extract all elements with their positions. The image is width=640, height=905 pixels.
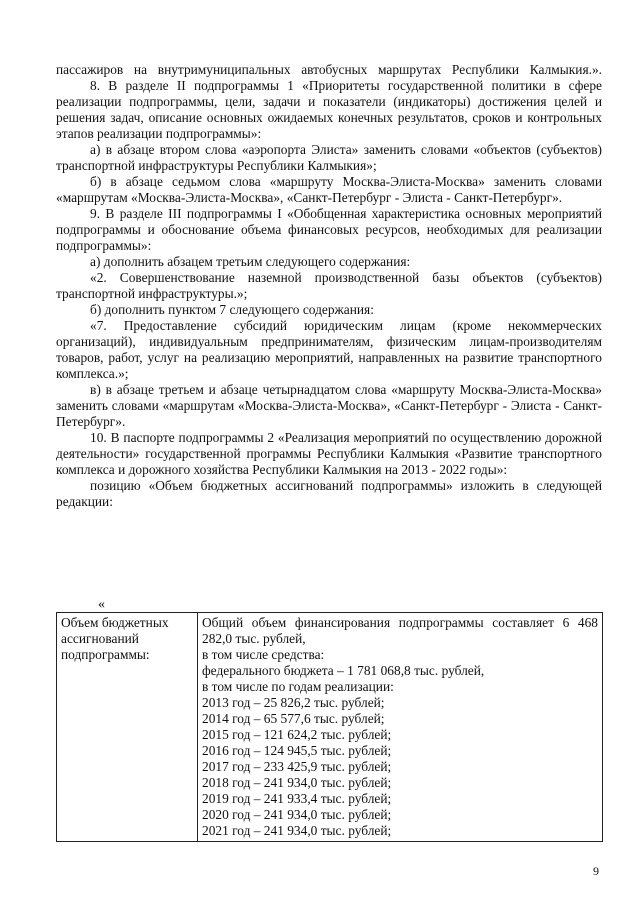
federal-budget: федерального бюджета – 1 781 068,8 тыс. рублей, (202, 663, 485, 678)
sources-heading: в том числе средства: (202, 647, 325, 662)
label-line: Объем бюджетных (61, 615, 169, 630)
page-number: 9 (593, 864, 599, 878)
paragraph-1: пассажиров на внутримуниципальных автобусных маршрутах Республики Калмыкия.». (56, 62, 602, 77)
years-heading: в том числе по годам реализации: (202, 679, 394, 694)
year-item: 2017 год – 233 425,9 тыс. рублей; (202, 759, 392, 774)
table-row (57, 613, 603, 842)
paragraph-3: а) в абзаце втором слова «аэропорта Элиста» заменить словами «объектов (субъектов) транспортной инфраструктуры Республики Калмыкия»; (56, 142, 602, 173)
year-item: 2018 год – 241 934,0 тыс. рублей; (202, 775, 392, 790)
year-item: 2015 год – 121 624,2 тыс. рублей; (202, 727, 392, 742)
passport-table (56, 612, 603, 842)
year-item: 2016 год – 124 945,5 тыс. рублей; (202, 743, 392, 758)
paragraph-4: б) в абзаце седьмом слова «маршруту Москва-Элиста-Москва» заменить словами «маршрутам «Москва-Элиста-Москва», «Санкт-Петербург - Элиста - Санкт-Петербург». (56, 174, 602, 205)
label-line: ассигнований (61, 631, 139, 646)
paragraph-10: в) в абзаце третьем и абзаце четырнадцатом слова «маршруту Москва-Элиста-Москва» заменить словами «маршрутам «Москва-Элиста-Москва», «Санкт-Петербург - Элиста - Санкт-Петербург». (56, 382, 602, 429)
paragraph-7: «2. Совершенствование наземной производственной базы объектов (субъектов) транспортной инфраструктуры.»; (56, 270, 602, 301)
document-body (56, 62, 602, 510)
paragraph-11: 10. В паспорте подпрограммы 2 «Реализация мероприятий по осуществлению дорожной деятельности» государственной программы Республики Калмыкия «Развитие транспортного комплекса и дорожного хозяйства Республики Калмыкия на 2013 - 2022 годы»: (56, 430, 602, 477)
year-item: 2014 год – 65 577,6 тыс. рублей; (202, 711, 385, 726)
paragraph-5: 9. В разделе III подпрограммы I «Обобщенная характеристика основных мероприятий подпрограммы и обоснование объема финансовых ресурсов, необходимых для реализации подпрограммы»: (56, 206, 602, 253)
paragraph-2: 8. В разделе II подпрограммы 1 «Приоритеты государственной политики в сфере реализации подпрограммы, цели, задачи и показатели (индикаторы) достижения целей и решения задач, описание основных ожидаемых конечных результатов, сроков и контрольных этапов реализации подпрограммы»: (56, 78, 602, 141)
year-item: 2020 год – 241 934,0 тыс. рублей; (202, 807, 392, 822)
total-financing: Общий объем финансирования подпрограммы составляет 6 468 282,0 тыс. рублей, (202, 615, 598, 646)
year-item: 2019 год – 241 933,4 тыс. рублей; (202, 791, 392, 806)
year-item: 2021 год – 241 934,0 тыс. рублей; (202, 823, 392, 838)
label-line: подпрограммы: (61, 647, 150, 662)
label-cell (57, 613, 198, 842)
paragraph-6: а) дополнить абзацем третьим следующего содержания: (90, 254, 411, 269)
paragraph-8: б) дополнить пунктом 7 следующего содержания: (90, 302, 374, 317)
value-cell (198, 613, 603, 842)
opening-quote-mark: « (98, 597, 105, 612)
paragraph-12: позицию «Объем бюджетных ассигнований подпрограммы» изложить в следующей редакции: (56, 478, 602, 509)
paragraph-9: «7. Предоставление субсидий юридическим лицам (кроме некоммерческих организаций), индивидуальным предпринимателям, физическим лицам-производителям товаров, работ, услуг на реализацию мероприятий, направленных на развитие транспортного комплекса.»; (56, 318, 602, 381)
year-item: 2013 год – 25 826,2 тыс. рублей; (202, 695, 385, 710)
